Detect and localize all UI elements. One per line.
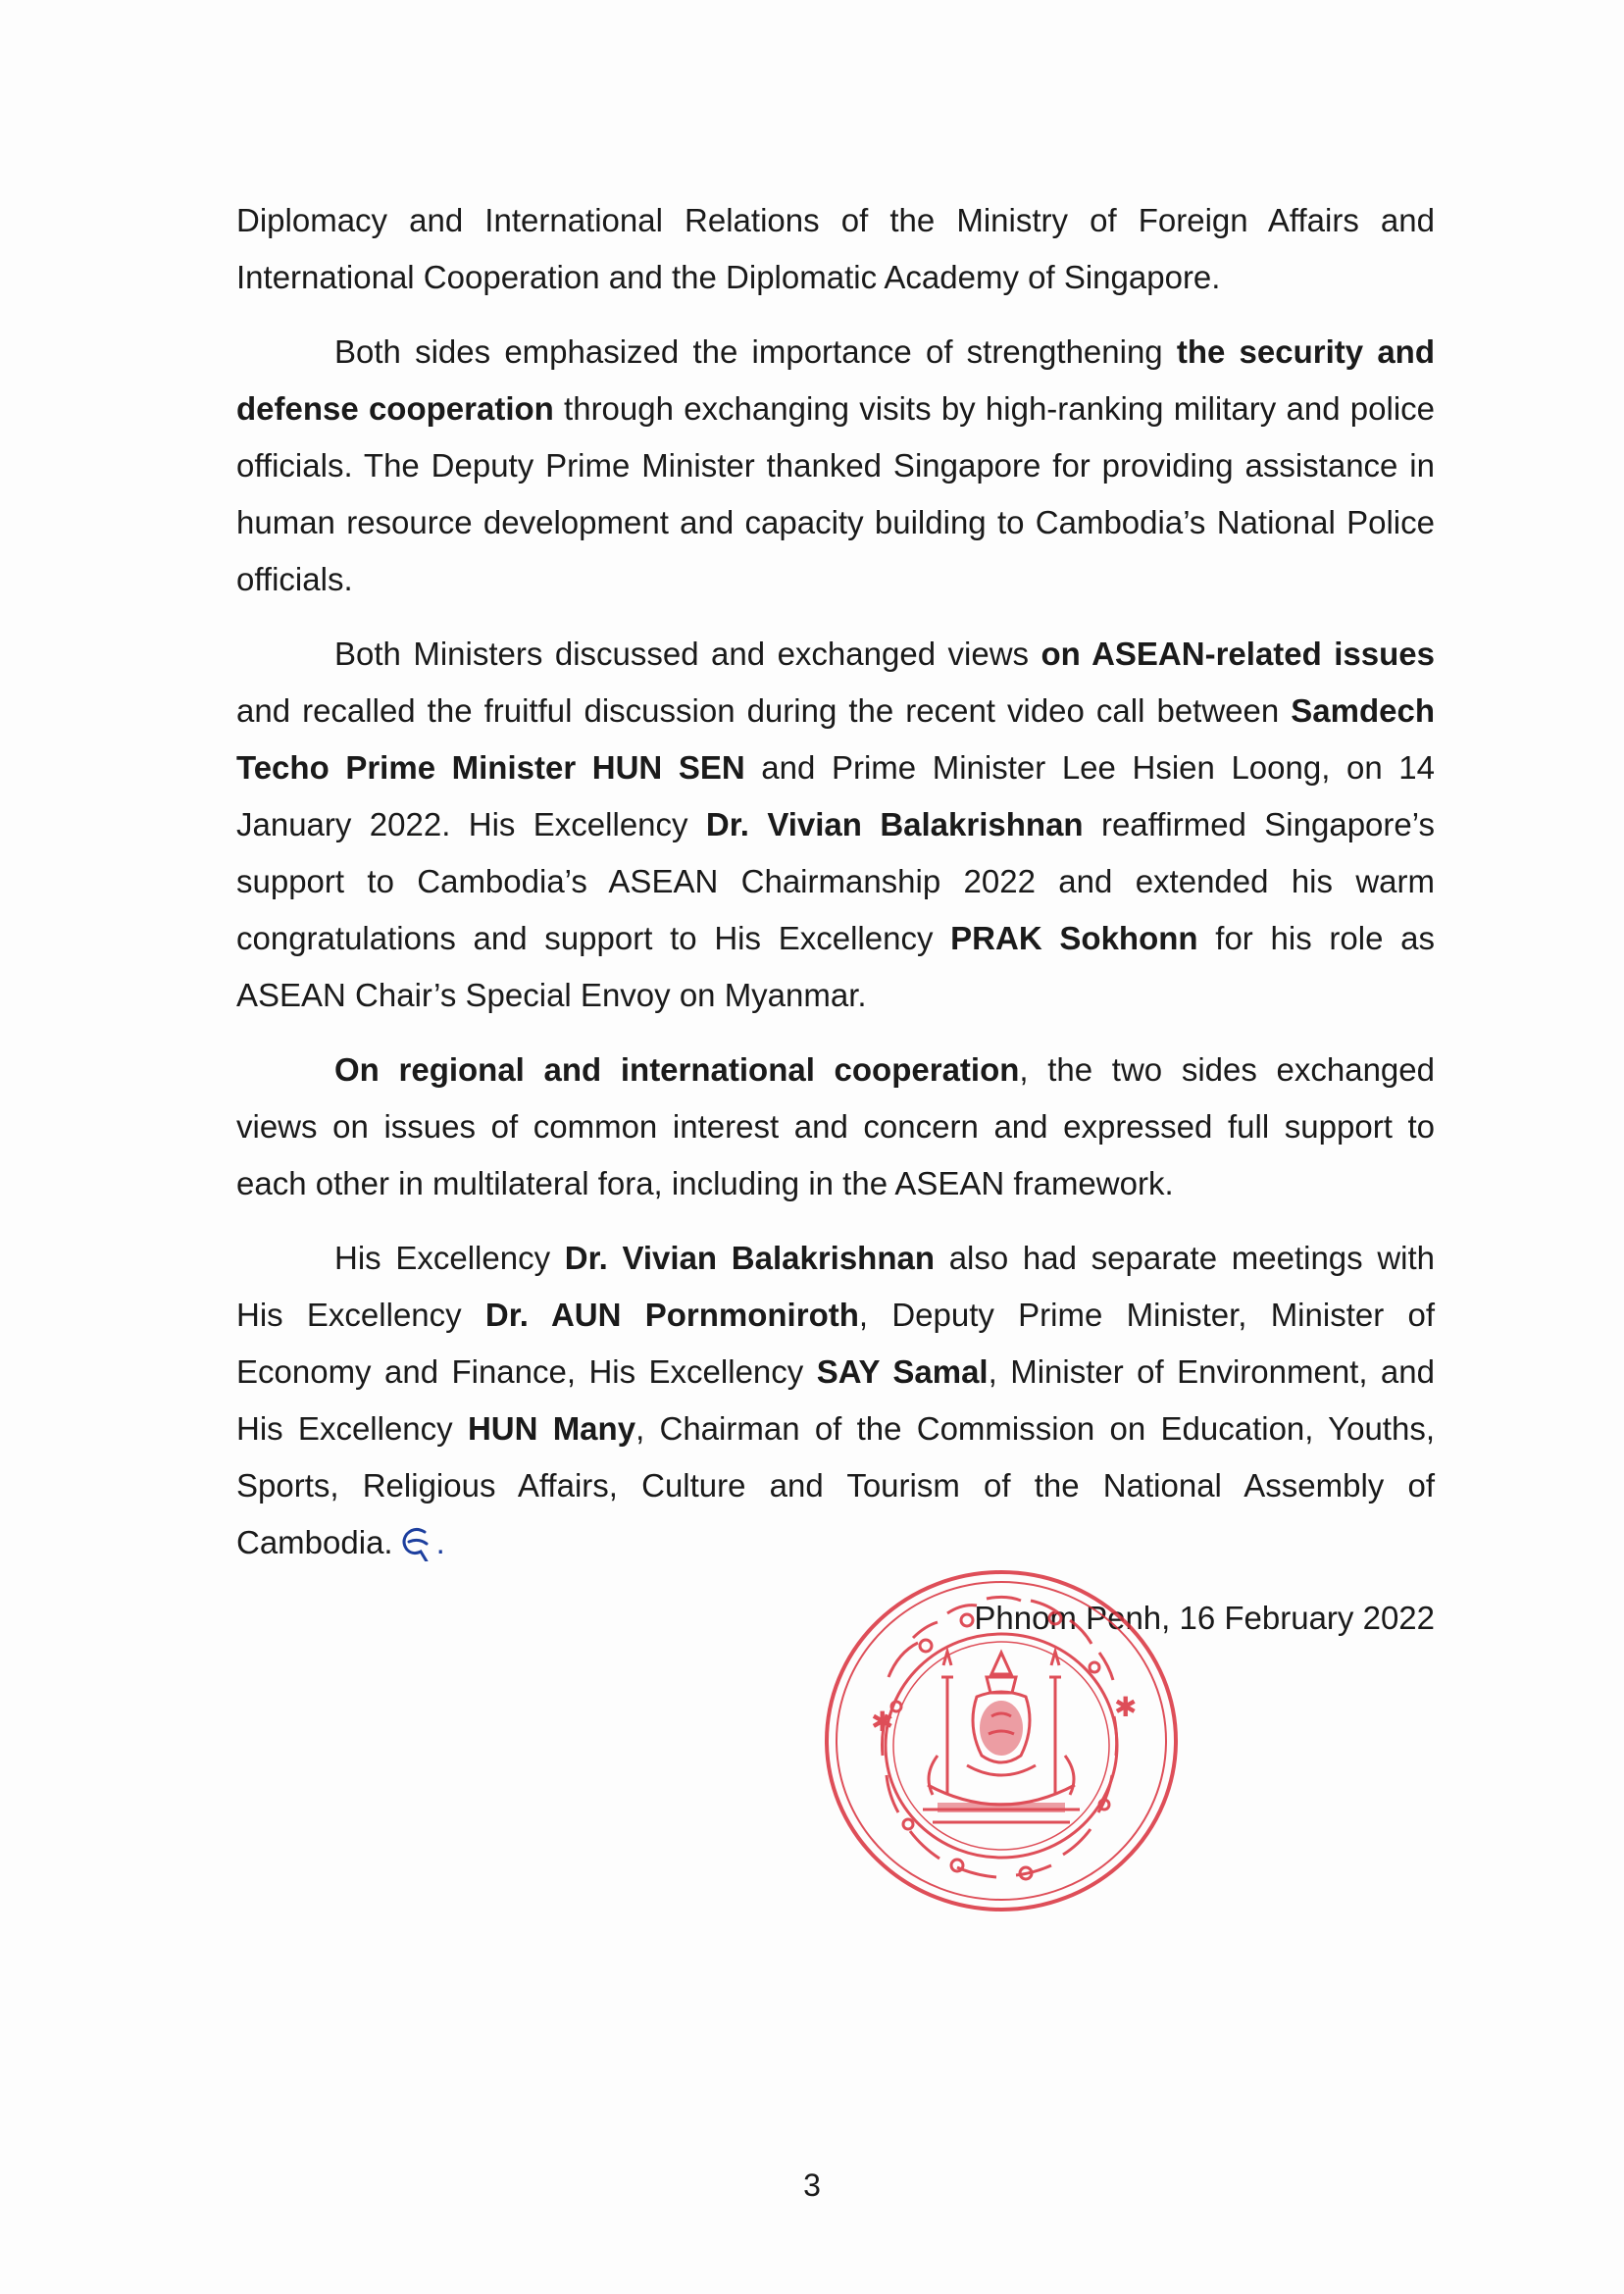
text-run: Both sides emphasized the importance of strengthening	[334, 333, 1177, 370]
text-run: , Minister of Environment, and His Excellency	[236, 1353, 1435, 1447]
bold-text-run: the security and defense cooperation	[236, 333, 1435, 427]
text-run: , Deputy Prime Minister, Minister of Economy and Finance, His Excellency	[236, 1297, 1435, 1390]
bold-text-run: Dr. Vivian Balakrishnan	[705, 806, 1084, 842]
text-run: and Prime Minister Lee Hsien Loong, on 14 January 2022. His Excellency	[236, 749, 1435, 842]
place-date-line: Phnom Penh, 16 February 2022	[974, 1600, 1435, 1636]
text-run: also had separate meetings with His Excellency	[236, 1240, 1436, 1333]
text-run: reaffirmed Singapore’s support to Cambodia’s ASEAN Chairmanship 2022 and extended his warm congratulations and support to His Excellency	[236, 806, 1435, 956]
text-run: Diplomacy and International Relations of the Ministry of Foreign Affairs and International Cooperation and the Diplomatic Academy of Singapore.	[236, 202, 1435, 295]
svg-text:✱: ✱	[871, 1706, 894, 1738]
paragraph	[236, 626, 1435, 1024]
text-run: , the two sides exchanged views on issues of common interest and concern and expressed full support to each other in multilateral fora, including in the ASEAN framework.	[236, 1051, 1435, 1201]
bold-text-run: HUN Many	[467, 1410, 636, 1447]
svg-text:✱: ✱	[1114, 1691, 1138, 1723]
paragraph	[236, 1042, 1435, 1212]
text-run: Both Ministers discussed and exchanged views	[334, 636, 1041, 672]
paragraph	[236, 1230, 1435, 1571]
official-seal	[820, 1559, 1183, 1922]
handwritten-initial	[397, 1522, 436, 1561]
text-run: , Chairman of the Commission on Education, Youths, Sports, Religious Affairs, Culture and Tourism of the National Assembly of Cambodia.	[236, 1410, 1436, 1560]
bold-text-run: Dr. Vivian Balakrishnan	[564, 1240, 936, 1276]
paragraph	[236, 192, 1435, 306]
document-body	[236, 192, 1435, 1589]
text-run: and recalled the fruitful discussion during the recent video call between	[236, 692, 1292, 729]
bold-text-run: SAY Samal	[816, 1353, 989, 1390]
bold-text-run: Dr. AUN Pornmoniroth	[484, 1297, 859, 1333]
text-run: His Excellency	[334, 1240, 565, 1276]
paragraph	[236, 324, 1435, 608]
trailing-period: .	[435, 1524, 445, 1560]
page-number: 3	[803, 2167, 821, 2203]
text-run: through exchanging visits by high-ranking military and police officials. The Deputy Prime Minister thanked Singapore for providing assistance in human resource development and capacity building to Cambodia’s National Police officials.	[236, 390, 1436, 597]
bold-text-run: on ASEAN-related issues	[1040, 636, 1436, 672]
text-run: for his role as ASEAN Chair’s Special Envoy on Myanmar.	[236, 920, 1436, 1013]
bold-text-run: On regional and international cooperation	[334, 1051, 1020, 1088]
bold-text-run: Samdech Techo Prime Minister HUN SEN	[236, 692, 1435, 786]
bold-text-run: PRAK Sokhonn	[950, 920, 1198, 956]
